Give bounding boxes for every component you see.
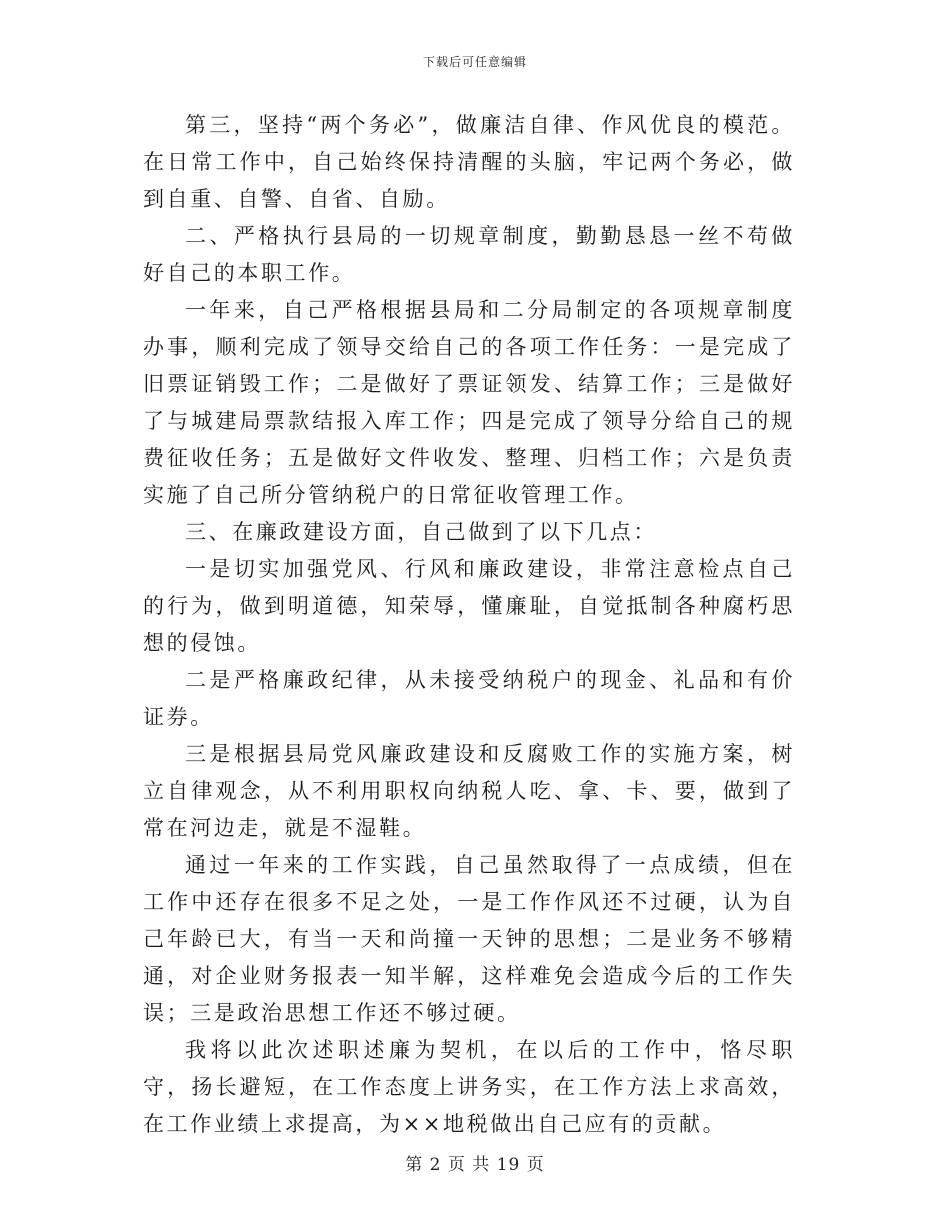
paragraph-8: 通过一年来的工作实践，自己虽然取得了一点成绩，但在工作中还存在很多不足之处，一是工作作风还不过硬，认为自己年龄已大，有当一天和尚撞一天钟的思想；二是业务不够精通，对企业财务报表一知半解，这样难免会造成今后的工作失误；三是政治思想工作还不够过硬。 bbox=[143, 853, 795, 1025]
document-body bbox=[143, 107, 795, 1143]
paragraph-2: 二、严格执行县局的一切规章制度，勤勤恳恳一丝不苟做好自己的本职工作。 bbox=[143, 224, 795, 285]
paragraph-3: 一年来，自己严格根据县局和二分局制定的各项规章制度办事，顺利完成了领导交给自己的各项工作任务：一是完成了旧票证销毁工作；二是做好了票证领发、结算工作；三是做好了与城建局票款结报入库工作；四是完成了领导分给自己的规费征收任务；五是做好文件收发、整理、归档工作；六是负责实施了自己所分管纳税户的日常征收管理工作。 bbox=[143, 298, 795, 507]
paragraph-7: 三是根据县局党风廉政建设和反腐败工作的实施方案，树立自律观念，从不利用职权向纳税人吃、拿、卡、要，做到了常在河边走，就是不湿鞋。 bbox=[143, 742, 795, 840]
page-header-note: 下载后可任意编辑 bbox=[422, 55, 527, 69]
paragraph-4: 三、在廉政建设方面，自己做到了以下几点： bbox=[185, 520, 657, 544]
paragraph-5: 一是切实加强党风、行风和廉政建设，非常注意检点自己的行为，做到明道德，知荣辱，懂廉耻，自觉抵制各种腐朽思想的侵蚀。 bbox=[143, 557, 795, 655]
paragraph-1: 第三，坚持“两个务必”，做廉洁自律、作风优良的模范。在日常工作中，自己始终保持清醒的头脑，牢记两个务必，做到自重、自警、自省、自励。 bbox=[143, 113, 795, 211]
paragraph-9: 我将以此次述职述廉为契机，在以后的工作中，恪尽职守，扬长避短，在工作态度上讲务实，在工作方法上求高效，在工作业绩上求提高，为××地税做出自己应有的贡献。 bbox=[143, 1038, 795, 1136]
paragraph-6: 二是严格廉政纪律，从未接受纳税户的现金、礼品和有价证券。 bbox=[143, 668, 795, 729]
page-number: 第 2 页 共 19 页 bbox=[405, 1155, 545, 1175]
